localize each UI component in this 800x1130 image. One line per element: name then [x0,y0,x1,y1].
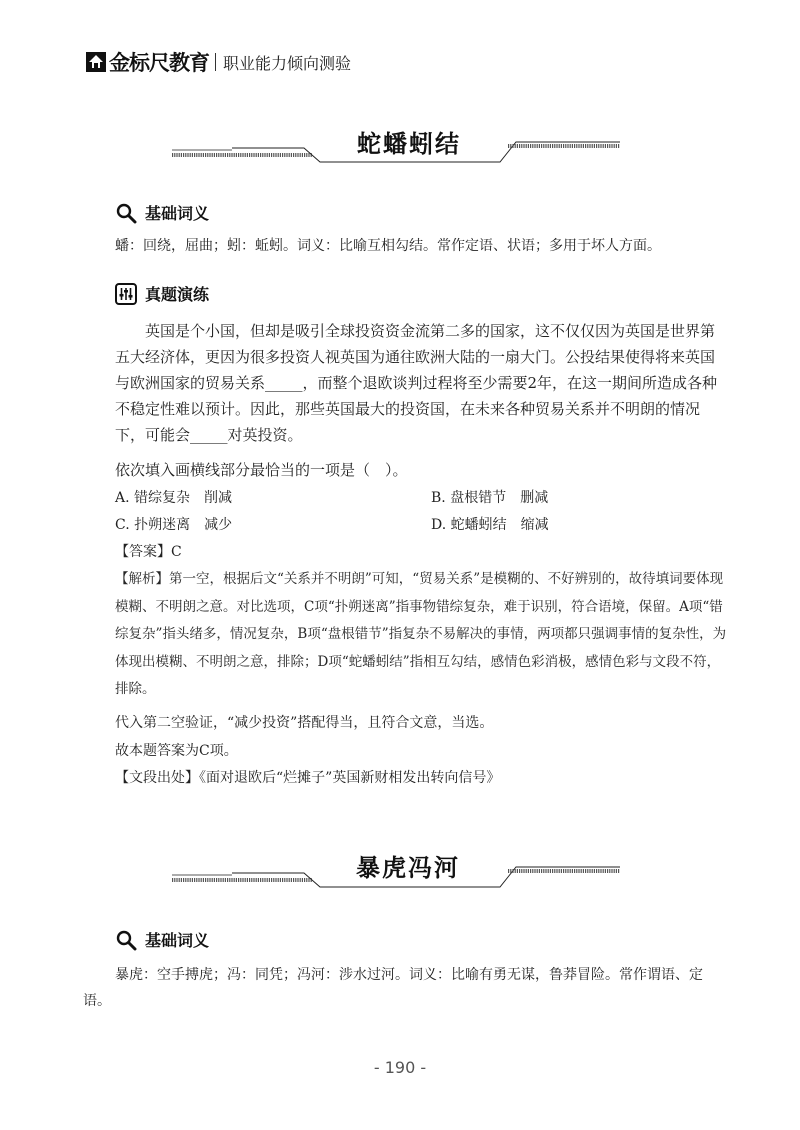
practice-heading [115,282,209,305]
verification-line: 代入第二空验证，“减少投资”搭配得当，且符合文意，当选。 [115,715,494,731]
conclusion-line: 故本题答案为C项。 [115,743,238,759]
option-c: C. 扑朔迷离 减少 [115,517,233,533]
brand-name: 金标尺教育 [109,51,209,75]
option-b: B. 盘根错节 删减 [431,490,549,506]
header-divider [215,53,216,71]
section-title: 蛇蟠蚓结 [357,129,461,158]
basic-meaning-label-2: 基础词义 [145,931,210,950]
question-prompt: 依次填入画横线部分最恰当的一项是（ ）。 [115,461,408,479]
header-subtitle: 职业能力倾向测验 [223,53,352,73]
brand-logo-icon [86,52,106,72]
magnifier-icon [115,929,137,951]
practice-label: 真题演练 [145,285,210,304]
page-header [86,48,351,76]
magnifier-icon [115,202,137,224]
answer-line: 【答案】C [115,544,182,560]
section-title-2: 暴虎冯河 [356,853,460,882]
option-d: D. 蛇蟠蚓结 缩减 [431,517,549,533]
basic-meaning-text: 蟠：回绕，屈曲；蚓：蚯蚓。词义：比喻互相勾结。常作定语、状语；多用于坏人方面。 [115,238,661,254]
analysis-paragraph: 【解析】第一空，根据后文“关系并不明朗”可知，“贸易关系”是模糊的、不好辨别的，故待填词要体现模糊、不明朗之意。对比选项，C项“扑朔迷离”指事物错综复杂，难于识别，符合语境，保留。A项“错综复杂”指头绪多，情况复杂，B项“盘根错节”指复杂不易解决的事情，两项都只强调事情的复杂性，为体现出模糊、不明朗之意，排除；D项“蛇蟠蚓结”指相互勾结，感情色彩消极，感情色彩与文段不符，排除。 [115,571,727,697]
title-underline [0,134,800,174]
source-line: 【文段出处】《面对退欧后“烂摊子”英国新财相发出转向信号》 [115,770,501,786]
basic-meaning-text-2: 暴虎：空手搏虎；冯：同凭；冯河：涉水过河。词义：比喻有勇无谋，鲁莽冒险。常作谓语、定语。 [83,967,703,1009]
basic-meaning-label: 基础词义 [145,204,210,223]
equalizer-icon [115,283,137,305]
title-underline-2 [0,858,800,898]
page-number: - 190 - [373,1058,427,1077]
basic-meaning-heading [115,201,209,224]
basic-meaning-heading-2 [115,928,209,951]
option-a: A. 错综复杂 削减 [115,490,233,506]
question-paragraph: 英国是个小国，但却是吸引全球投资资金流第二多的国家，这不仅仅因为英国是世界第五大经济体，更因为很多投资人视英国为通往欧洲大陆的一扇大门。公投结果使得将来英国与欧洲国家的贸易关系_____，而整个退欧谈判过程将至少需要2年，在这一期间所造成各种不稳定性难以预计。因此，那些英国最大的投资国，在未来各种贸易关系并不明朗的情况下，可能会_____对英投资。 [115,322,718,444]
